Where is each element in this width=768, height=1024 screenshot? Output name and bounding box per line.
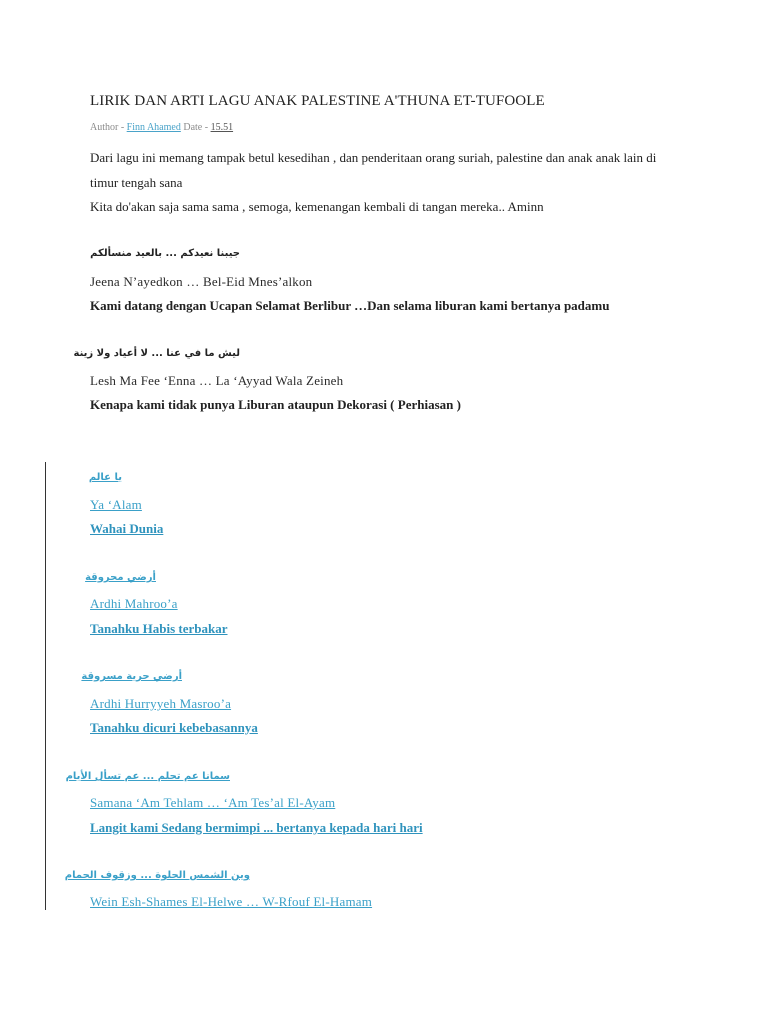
intro-line-3: Kita do'akan saja sama sama , semoga, kemenangan kembali di tangan mereka.. Aminn xyxy=(90,199,544,214)
author-link[interactable]: Finn Ahamed xyxy=(126,122,181,133)
verse-translation: Kenapa kami tidak punya Liburan ataupun Dekorasi ( Perhiasan ) xyxy=(90,397,461,412)
verse-translation: Kami datang dengan Ucapan Selamat Berlibur …Dan selama liburan kami bertanya padamu xyxy=(90,298,610,313)
verse-arabic: جيبنا نعيدكم ... بالعيد منسألكم xyxy=(90,248,240,259)
verse-transliteration: Lesh Ma Fee ‘Enna … La ‘Ayyad Wala Zeineh xyxy=(90,373,344,388)
intro-line-1: Dari lagu ini memang tampak betul kesedihan , dan penderitaan orang suriah, palestine dan anak anak lain di xyxy=(90,150,657,165)
page-title: LIRIK DAN ARTI LAGU ANAK PALESTINE A'THUNA ET-TUFOOLE xyxy=(90,93,545,109)
verse-transliteration-link[interactable]: Ardhi Mahroo’a xyxy=(90,596,178,611)
verse-transliteration-link[interactable]: Wein Esh-Shames El-Helwe … W-Rfouf El-Hamam xyxy=(90,894,373,909)
author-prefix: Author - xyxy=(90,122,127,133)
verse-translation-link[interactable]: Tanahku dicuri kebebasannya xyxy=(90,720,258,735)
verse-translation-link[interactable]: Wahai Dunia xyxy=(90,521,164,536)
verse-translation-link[interactable]: Tanahku Habis terbakar xyxy=(90,621,228,636)
verse-arabic-link[interactable]: أرضي حرية مسروقة xyxy=(81,671,182,682)
verse-arabic-link[interactable]: سمانا عم تحلم ... عم تسأل الأيام xyxy=(65,771,230,782)
date-link[interactable]: 15.51 xyxy=(210,122,234,133)
verse-arabic-link[interactable]: وين الشمس الحلوة ... وزقوف الحمام xyxy=(64,870,250,881)
verse-arabic-link[interactable]: أرضي محروقة xyxy=(85,572,156,583)
date-prefix: Date - xyxy=(183,122,211,133)
verse-transliteration: Jeena N’ayedkon … Bel-Eid Mnes’alkon xyxy=(90,274,313,289)
intro-line-2: timur tengah sana xyxy=(90,175,183,190)
verse-transliteration-link[interactable]: Ardhi Hurryyeh Masroo’a xyxy=(90,696,232,711)
quote-bar xyxy=(45,462,46,910)
verse-arabic: ليش ما في عنا ... لا أعياد ولا زينة xyxy=(73,348,240,359)
verse-arabic-link[interactable]: يا عالم xyxy=(88,472,122,483)
verse-transliteration-link[interactable]: Ya ‘Alam xyxy=(90,497,142,512)
verse-translation-link[interactable]: Langit kami Sedang bermimpi ... bertanya kepada hari hari xyxy=(90,820,423,835)
verse-transliteration-link[interactable]: Samana ‘Am Tehlam … ‘Am Tes’al El-Ayam xyxy=(90,795,336,810)
post-meta xyxy=(90,122,233,133)
